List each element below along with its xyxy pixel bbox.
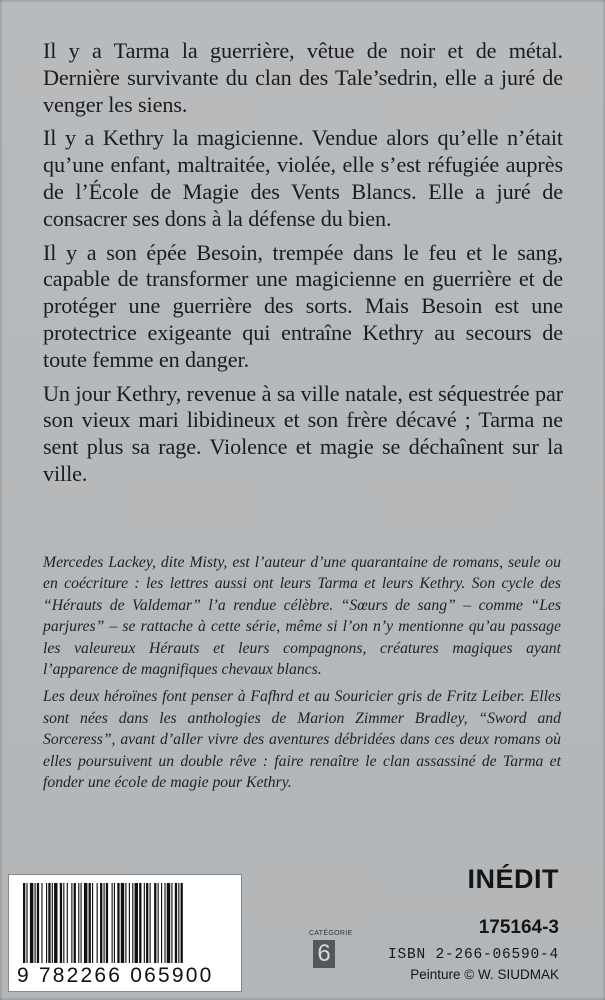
blurb-paragraph-4: Un jour Kethry, revenue à sa ville natale, est séquestrée par son vieux mari libidineux et son frère décavé ; Tarma ne sent plus sa rage. Violence et magie se déchaînent sur la ville. [43, 380, 563, 486]
barcode-bar [117, 883, 119, 963]
blurb-paragraph-1: Il y a Tarma la guerrière, vêtue de noir et de métal. Dernière survivante du clan des Tale’sedrin, elle a juré de venger les siens. [43, 38, 563, 117]
barcode-bar [71, 883, 72, 963]
bio-paragraph-1: Mercedes Lackey, dite Misty, est l’auteur d’une quarantaine de romans, seule ou en coécriture : les lettres aussi ont leurs Tarma et leurs Kethry. Son cycle des “Hérauts de Valdemar” l’a rendue célèbre. “Sœurs de sang” – comme “Les parjures” – se rattache à cette série, même si l’on n’y mentionne qu’au passage les valeureux Hérauts et leurs compagnons, créatures magiques ayant l’apparence de magnifiques chevaux blancs. [43, 554, 561, 679]
barcode-bar [48, 883, 50, 963]
inedit-label: INÉDIT [467, 864, 559, 894]
barcode-bar [154, 883, 156, 963]
barcode-bar [78, 883, 79, 963]
barcode-bar [139, 883, 141, 963]
bio-paragraph-2: Les deux héroïnes font penser à Fafhrd et au Souricier gris de Fritz Leiber. Elles sont nées dans les anthologies de Marion Zimmer Bradley, “Sword and Sorceress”, avant d’aller vivre des aventures débridées dans ces deux romans où elles poursuivent un double rêve : faire renaître le clan assassiné de Tarma et fonder une école de magie pour Kethry. [43, 688, 561, 792]
cover-art-credit: Peinture © W. SIUDMAK [410, 967, 559, 982]
barcode-bar [89, 883, 91, 963]
barcode-bar [106, 883, 108, 963]
barcode-bar [121, 883, 124, 963]
barcode-bar [35, 883, 36, 963]
barcode-bar [125, 883, 126, 963]
category-label: CATÉGORIE [309, 930, 353, 937]
barcode-bar [46, 883, 47, 963]
barcode-bar [30, 883, 33, 963]
blurb-paragraph-3: Il y a son épée Besoin, trempée dans le feu et le sang, capable de transformer une magicienne en guerrière et de protéger une guerrière des sorts. Mais Besoin est une protectrice exigeante qui entraîne Kethry au secours de toute femme en danger. [43, 239, 563, 372]
barcode-bar [92, 883, 93, 963]
barcode-bar [171, 883, 172, 963]
barcode-bar [175, 883, 177, 963]
barcode-bar [164, 883, 165, 963]
barcode-bar [67, 883, 68, 963]
barcode-bar [161, 883, 162, 963]
barcode-bar [129, 883, 130, 963]
barcode-bar [158, 883, 159, 963]
barcode-bar [97, 883, 98, 963]
barcode-bars [21, 883, 229, 963]
barcode-bar [104, 883, 105, 963]
barcode-bar [167, 883, 170, 963]
barcode-bar [181, 883, 183, 963]
barcode-bar [23, 883, 25, 963]
isbn-number: ISBN 2-266-06590-4 [387, 947, 559, 963]
barcode-bar [132, 883, 133, 963]
barcode-bar [146, 883, 148, 963]
barcode-bar [52, 883, 53, 963]
barcode-bar [54, 883, 57, 963]
barcode-bar [178, 883, 179, 963]
barcode-bar [100, 883, 102, 963]
barcode-bar [150, 883, 151, 963]
blurb-text [43, 38, 563, 495]
blurb-paragraph-2: Il y a Kethry la magicienne. Vendue alors qu’elle n’était qu’une enfant, maltraitée, violée, elle s’est réfugiée auprès de l’École de Magie des Vents Blancs. Elle a juré de consacrer ses dons à la défense du bien. [43, 125, 563, 231]
barcode-bar [63, 883, 64, 963]
barcode-bar [81, 883, 82, 963]
barcode-bar [26, 883, 27, 963]
barcode-bar [112, 883, 113, 963]
barcode-bar [84, 883, 87, 963]
category-badge: 6 [313, 940, 335, 968]
barcode-label [8, 874, 242, 992]
barcode-bar [60, 883, 62, 963]
barcode-number: 9 782266 065900 [17, 964, 214, 987]
barcode-bar [144, 883, 145, 963]
barcode-bar [74, 883, 76, 963]
author-bio [43, 552, 561, 799]
product-code: 175164-3 [478, 917, 559, 938]
barcode-bar [135, 883, 138, 963]
barcode-bar [37, 883, 39, 963]
barcode-bar [114, 883, 115, 963]
barcode-bar [41, 883, 42, 963]
